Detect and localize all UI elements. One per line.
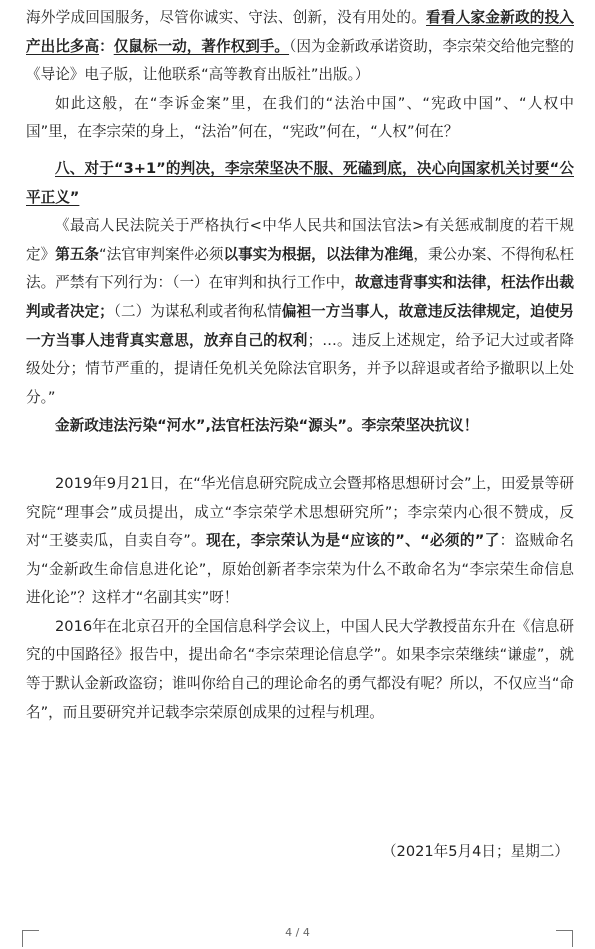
text-run: ；…。违反上述规定，给予记大过或者降级处分；情节严重的，提请任免机关免除法官职务，并予以辞退或者给予撤职以上处分。” [26, 331, 574, 406]
text-run: 八、对于“3+1”的判决，李宗荣坚决不服、死磕到底，决心向国家机关讨要“公平正义” [26, 159, 574, 206]
text-run: 以事实为根据，以法律为准绳 [223, 245, 414, 263]
paragraph-institute-2019 [26, 470, 574, 613]
text-run: 如此这般，在“李诉金案”里，在我们的“法治中国”、“宪政中国”、“人权中国”里，在李宗荣的身上，“法治”何在，“宪政”何在，“人权”何在？ [26, 94, 574, 141]
text-run: （因为金新政承诺资助，李宗荣交给他完整的《导论》电子版，让他联系“高等教育出版社”出版。） [26, 37, 574, 84]
paragraph-rule-of-law [26, 90, 574, 147]
text-run: 金新政违法污染“河水”,法官枉法污染“源头”。李宗荣坚决抗议！ [55, 417, 479, 435]
paragraph-conference-2016 [26, 613, 574, 727]
paragraph-protest [26, 412, 574, 441]
text-run: ： [99, 37, 114, 55]
text-run: “法官审判案件必须 [99, 245, 224, 263]
text-run: 看看人家金新政的投入产出比多高 [26, 9, 574, 55]
page-number: 4 / 4 [285, 926, 310, 939]
text-run: 现在，李宗荣认为是“应该的”、“必须的”了 [206, 532, 500, 550]
text-run: 2019年9月21日，在“华光信息研究院成立会暨邦格思想研讨会”上，田爱景等研究院“理事会”成员提出，成立“李宗荣学术思想研究所”；李宗荣内心很不赞成，反对“王婆卖瓜，自卖自夸”。 [26, 474, 574, 550]
section-heading-eight [26, 155, 574, 212]
text-run: 仅鼠标一动，著作权到手。 [113, 37, 290, 55]
document-date: （2021年5月4日；星期二） [381, 843, 569, 860]
document-body [26, 4, 574, 727]
text-run: 《最高人民法院关于严格执行<中华人民共和国法官法>有关惩戒制度的若干规定》 [26, 217, 574, 263]
paragraph-intellectual-property [26, 4, 574, 90]
text-run: 海外学成回国服务，尽管你诚实、守法、创新，没有用处的。 [26, 9, 427, 26]
text-run: 偏袒一方当事人，故意违反法律规定，迫使另一方当事人违背真实意思，放弃自己的权利 [26, 302, 574, 349]
text-run: 第五条 [55, 245, 100, 263]
text-run: （二）为谋私利或者徇私情 [113, 302, 282, 320]
paragraph-judicial-rules [26, 212, 574, 412]
text-run: 故意违背事实和法律，枉法作出裁判或者决定； [26, 274, 574, 320]
text-run: ，秉公办案、不得徇私枉法。严禁有下列行为：（一）在审判和执行工作中， [26, 245, 574, 292]
text-run: ：盗贼命名为“金新政生命信息进化论”，原始创新者李宗荣为什么不敢命名为“李宗荣生命信息进化论”？这样才“名副其实”呀！ [26, 532, 574, 607]
text-run: 2016年在北京召开的全国信息科学会议上，中国人民大学教授苗东升在《信息研究的中国路径》报告中，提出命名“李宗荣理论信息学”。如果李宗荣继续“谦虚”，就等于默认金新政盗窃；谁叫你给自己的理论命名的勇气都没有呢？所以，不仅应当“命名”，而且要研究并记载李宗荣原创成果的过程与机理。 [26, 617, 574, 721]
